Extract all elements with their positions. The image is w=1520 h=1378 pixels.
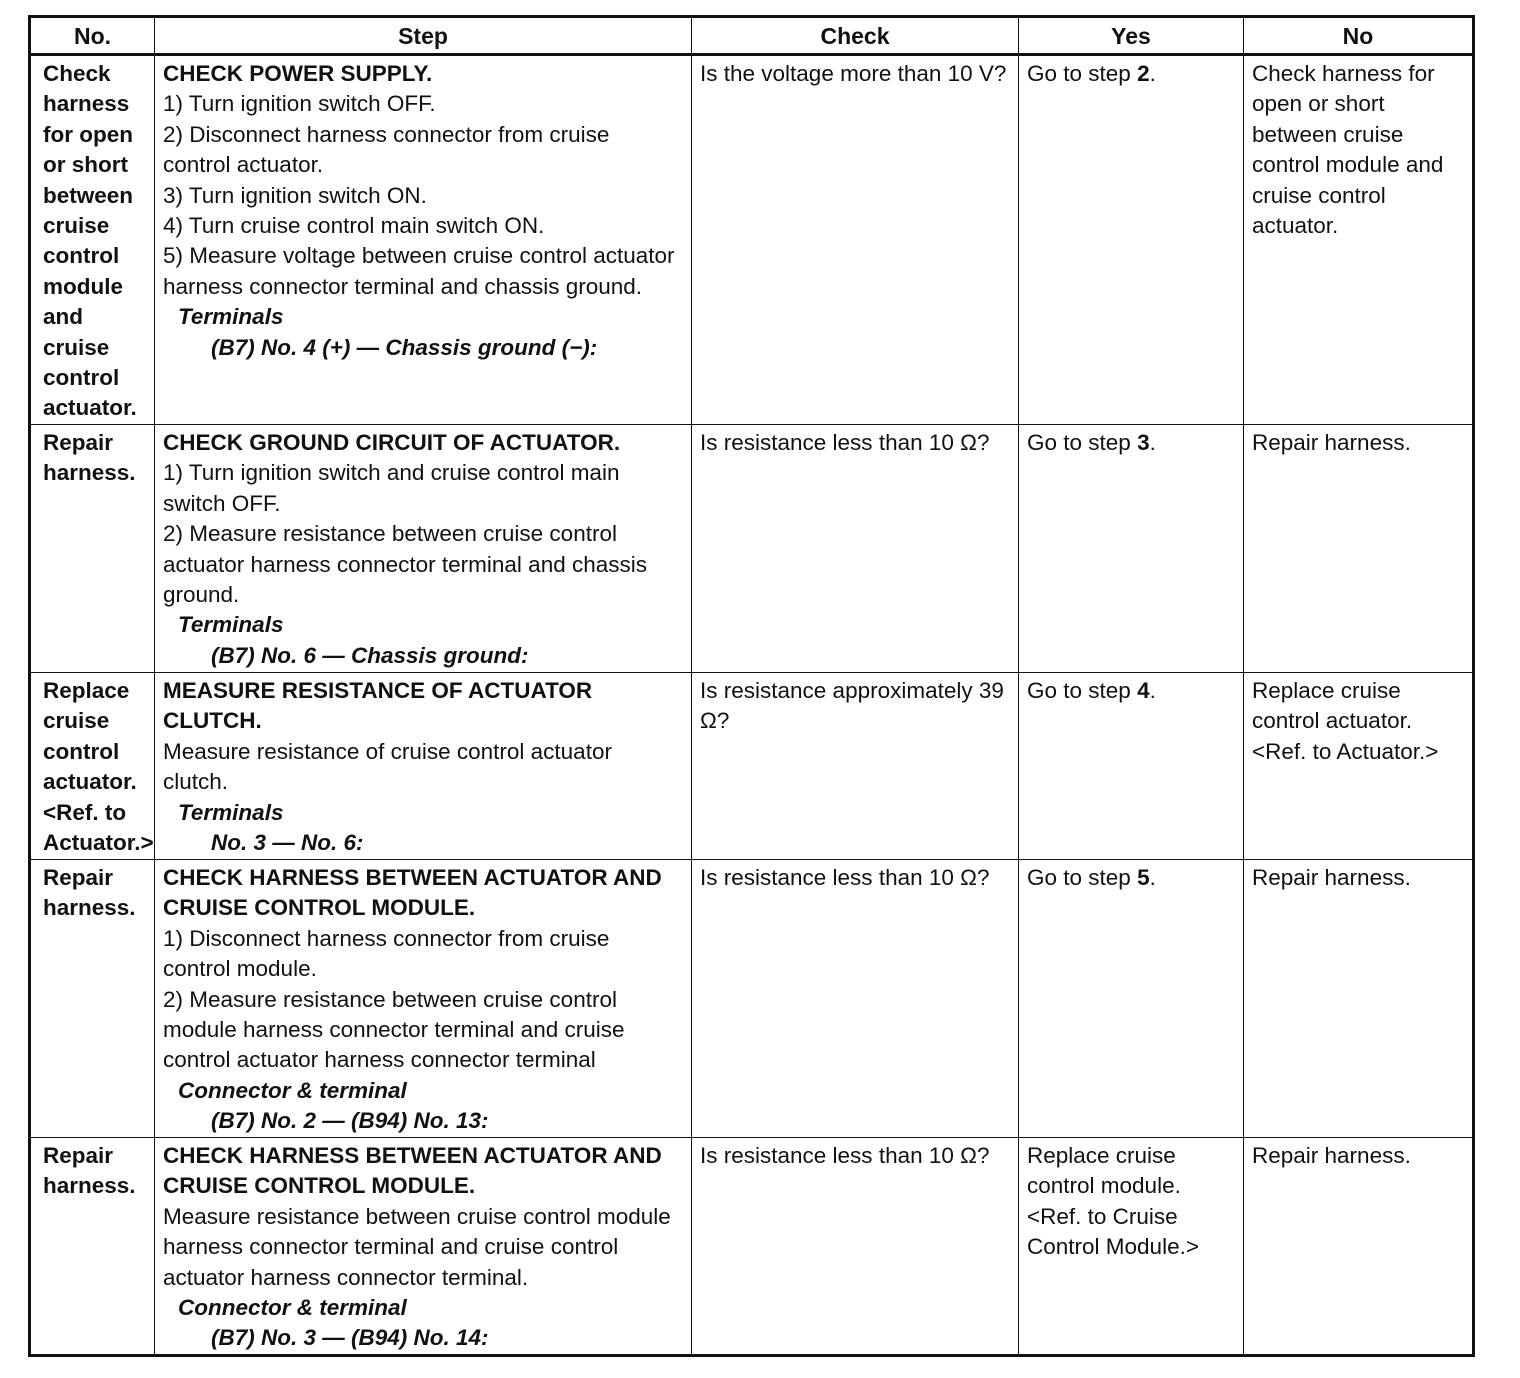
yes-suffix: . bbox=[1149, 864, 1156, 890]
step-instruction: 1) Disconnect harness connector from cruise control module. bbox=[163, 925, 610, 982]
no-cell bbox=[1244, 424, 1474, 672]
step-title: MEASURE RESISTANCE OF ACTUATOR CLUTCH. bbox=[163, 677, 593, 734]
check-question: Is the voltage more than 10 V? bbox=[700, 61, 1007, 86]
check-cell bbox=[692, 55, 1019, 425]
step-instruction: 5) Measure voltage between cruise control actuator harness connector terminal and chassis ground. bbox=[163, 243, 675, 299]
yes-action: Go to step bbox=[1027, 429, 1138, 455]
check-question: Is resistance less than 10 Ω? bbox=[700, 864, 990, 890]
yes-action: Go to step bbox=[1027, 61, 1138, 86]
header-row bbox=[30, 17, 1474, 55]
no-action: Check harness for open or short between cruise control module and cruise control actuator. bbox=[1252, 61, 1444, 239]
diagnostic-table bbox=[28, 15, 1475, 1357]
yes-suffix: . bbox=[1149, 429, 1156, 455]
yes-cell bbox=[1019, 424, 1244, 672]
terminal-label: Terminals bbox=[178, 612, 284, 638]
header-no: No. bbox=[30, 17, 155, 55]
yes-suffix: . bbox=[1149, 61, 1156, 86]
step-title: CHECK HARNESS BETWEEN ACTUATOR AND CRUISE CONTROL MODULE. bbox=[163, 864, 662, 921]
step-title: CHECK POWER SUPPLY. bbox=[163, 61, 433, 86]
step-title: CHECK HARNESS BETWEEN ACTUATOR AND CRUISE CONTROL MODULE. bbox=[163, 1142, 662, 1199]
yes-suffix: . bbox=[1149, 677, 1156, 703]
check-cell bbox=[692, 1137, 1019, 1355]
row-number: Repair harness. bbox=[30, 859, 155, 1137]
yes-action: Go to step bbox=[1027, 677, 1138, 703]
no-cell bbox=[1244, 55, 1474, 425]
step-cell bbox=[155, 424, 692, 672]
yes-step-number: 3 bbox=[1137, 429, 1150, 455]
terminal-label: Terminals bbox=[178, 304, 284, 330]
terminal-label: Connector & terminal bbox=[178, 1077, 407, 1103]
terminal-spec: (B7) No. 4 (+) — Chassis ground (−): bbox=[211, 334, 598, 360]
header-yes: Yes bbox=[1019, 17, 1244, 55]
no-cell bbox=[1244, 1137, 1474, 1355]
header-step: Step bbox=[155, 17, 692, 55]
step-instruction: 1) Turn ignition switch and cruise control main switch OFF. bbox=[163, 460, 620, 516]
step-title: CHECK GROUND CIRCUIT OF ACTUATOR. bbox=[163, 429, 621, 455]
row-number: Repair harness. bbox=[30, 424, 155, 672]
no-action: Replace cruise control actuator. <Ref. to Actuator.> bbox=[1252, 677, 1439, 764]
table-row bbox=[30, 424, 1474, 672]
header-check: Check bbox=[692, 17, 1019, 55]
row-number: Replace cruise control actuator. <Ref. to Actuator.> bbox=[30, 672, 155, 859]
step-cell bbox=[155, 672, 692, 859]
step-cell bbox=[155, 1137, 692, 1355]
terminal-spec: (B7) No. 6 — Chassis ground: bbox=[211, 642, 529, 668]
no-action: Repair harness. bbox=[1252, 429, 1411, 455]
step-instruction: Measure resistance of cruise control actuator clutch. bbox=[163, 738, 612, 795]
yes-step-number: 5 bbox=[1137, 864, 1150, 890]
yes-cell bbox=[1019, 672, 1244, 859]
check-cell bbox=[692, 859, 1019, 1137]
step-cell bbox=[155, 859, 692, 1137]
table-row bbox=[30, 55, 1474, 425]
no-cell bbox=[1244, 672, 1474, 859]
terminal-label: Terminals bbox=[178, 799, 284, 825]
yes-cell bbox=[1019, 859, 1244, 1137]
table-row bbox=[30, 672, 1474, 859]
step-instruction: 3) Turn ignition switch ON. bbox=[163, 182, 427, 208]
terminal-spec: (B7) No. 2 — (B94) No. 13: bbox=[211, 1108, 489, 1134]
yes-step-number: 4 bbox=[1137, 677, 1150, 703]
terminal-spec: (B7) No. 3 — (B94) No. 14: bbox=[211, 1325, 489, 1351]
yes-action: Replace cruise control module. <Ref. to Cruise Control Module.> bbox=[1027, 1142, 1199, 1260]
step-instruction: Measure resistance between cruise control module harness connector terminal and cruise control actuator harness connector terminal. bbox=[163, 1203, 671, 1290]
row-number: Check harness for open or short between cruise control module and cruise control actuator. bbox=[30, 55, 155, 425]
check-cell bbox=[692, 424, 1019, 672]
yes-cell bbox=[1019, 55, 1244, 425]
step-instruction: 1) Turn ignition switch OFF. bbox=[163, 91, 436, 117]
yes-action: Go to step bbox=[1027, 864, 1138, 890]
step-cell bbox=[155, 55, 692, 425]
no-action: Repair harness. bbox=[1252, 1142, 1411, 1168]
check-question: Is resistance approximately 39 Ω? bbox=[700, 677, 1004, 734]
yes-step-number: 2 bbox=[1137, 61, 1150, 86]
step-instruction: 2) Disconnect harness connector from cruise control actuator. bbox=[163, 121, 610, 178]
terminal-spec: No. 3 — No. 6: bbox=[211, 829, 364, 855]
no-action: Repair harness. bbox=[1252, 864, 1411, 890]
row-number: Repair harness. bbox=[30, 1137, 155, 1355]
step-instruction: 2) Measure resistance between cruise control actuator harness connector terminal and chassis ground. bbox=[163, 521, 648, 607]
header-no-action: No bbox=[1244, 17, 1474, 55]
table-row bbox=[30, 859, 1474, 1137]
table-row bbox=[30, 1137, 1474, 1355]
no-cell bbox=[1244, 859, 1474, 1137]
check-question: Is resistance less than 10 Ω? bbox=[700, 429, 990, 455]
yes-cell bbox=[1019, 1137, 1244, 1355]
step-instruction: 2) Measure resistance between cruise control module harness connector terminal and cruise control actuator harness connector terminal bbox=[163, 986, 625, 1073]
check-question: Is resistance less than 10 Ω? bbox=[700, 1142, 990, 1168]
terminal-label: Connector & terminal bbox=[178, 1294, 407, 1320]
check-cell bbox=[692, 672, 1019, 859]
step-instruction: 4) Turn cruise control main switch ON. bbox=[163, 213, 545, 239]
